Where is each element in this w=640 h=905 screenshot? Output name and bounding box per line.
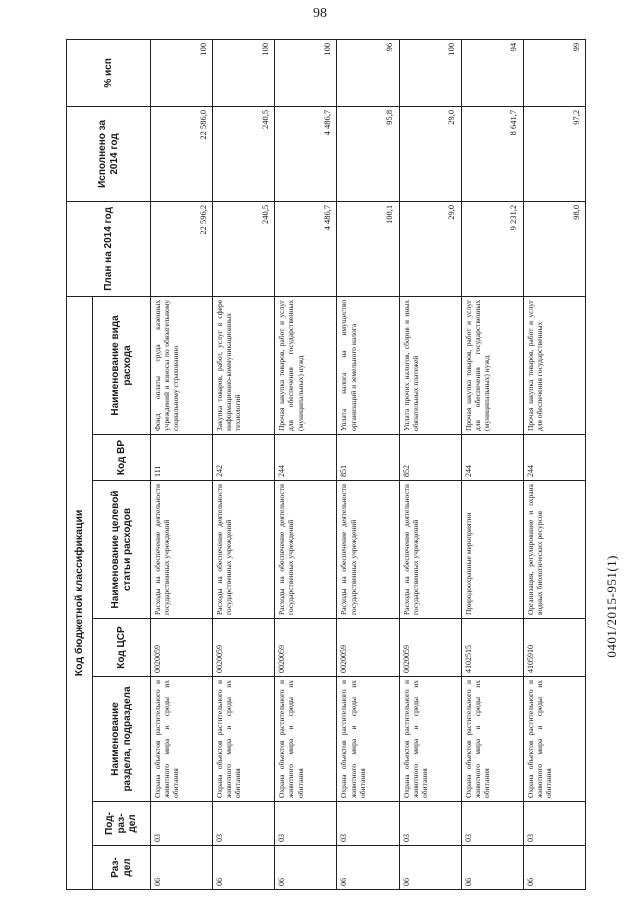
cell-plan: 240,5 [213, 201, 275, 296]
budget-table [66, 39, 586, 890]
page-number: 98 [313, 6, 327, 21]
cell-vr: 852 [399, 435, 461, 481]
cell-expense-name: Прочая закупка товаров, работ и услуг для обеспечения государственных (муниципальных) нужд [461, 296, 523, 434]
cell-target-name: Природоохранные мероприятия [461, 481, 523, 619]
header-vr: Код ВР [93, 435, 151, 481]
header-done: Исполнено за 2014 год [67, 106, 151, 201]
cell-plan: 9 231,2 [461, 201, 523, 296]
cell-podrazdel: 03 [151, 802, 213, 846]
cell-plan: 22 596,2 [151, 201, 213, 296]
cell-plan: 98,0 [523, 201, 585, 296]
header-razdel: Раз-дел [93, 846, 151, 890]
cell-razdel: 06 [399, 846, 461, 890]
cell-section-name: Охрана объектов растительного и животного мира и среды их обитания [399, 677, 461, 802]
cell-razdel: 06 [213, 846, 275, 890]
table-row [213, 39, 275, 889]
cell-section-name: Охрана объектов растительного и животного мира и среды их обитания [151, 677, 213, 802]
header-section-name: Наименование раздела, подраздела [93, 677, 151, 802]
cell-target-name: Расходы на обеспечение деятельности государственных учреждений [213, 481, 275, 619]
table-row [337, 39, 399, 889]
cell-csr: 0020059 [151, 619, 213, 677]
cell-csr: 4102515 [461, 619, 523, 677]
cell-done: 29,0 [399, 106, 461, 201]
table-row [275, 39, 337, 889]
rotated-table-container [66, 40, 586, 890]
header-podrazdel: Под-раз-дел [93, 802, 151, 846]
table-body [151, 39, 586, 889]
cell-razdel: 06 [151, 846, 213, 890]
table-row [151, 39, 213, 889]
cell-razdel: 06 [523, 846, 585, 890]
cell-done: 4 486,7 [275, 106, 337, 201]
cell-target-name: Организация, регулирование и охрана водных биологических ресурсов [523, 481, 585, 619]
table-row [399, 39, 461, 889]
cell-razdel: 06 [275, 846, 337, 890]
cell-podrazdel: 03 [337, 802, 399, 846]
cell-plan: 100,1 [337, 201, 399, 296]
cell-csr: 4105910 [523, 619, 585, 677]
cell-csr: 0020059 [399, 619, 461, 677]
rotated-table-inner [66, 40, 586, 890]
cell-section-name: Охрана объектов растительного и животного мира и среды их обитания [461, 677, 523, 802]
table-row [523, 39, 585, 889]
cell-target-name: Расходы на обеспечение деятельности государственных учреждений [275, 481, 337, 619]
cell-done: 95,8 [337, 106, 399, 201]
cell-pct: 100 [399, 39, 461, 106]
cell-expense-name: Уплата прочих налогов, сборов и иных обязательных платежей [399, 296, 461, 434]
cell-pct: 100 [151, 39, 213, 106]
cell-pct: 100 [213, 39, 275, 106]
cell-plan: 29,0 [399, 201, 461, 296]
cell-vr: 851 [337, 435, 399, 481]
cell-pct: 99 [523, 39, 585, 106]
cell-section-name: Охрана объектов растительного и животного мира и среды их обитания [337, 677, 399, 802]
cell-podrazdel: 03 [213, 802, 275, 846]
cell-podrazdel: 03 [399, 802, 461, 846]
cell-pct: 94 [461, 39, 523, 106]
cell-pct: 96 [337, 39, 399, 106]
cell-podrazdel: 03 [275, 802, 337, 846]
cell-podrazdel: 03 [523, 802, 585, 846]
header-group-title: Код бюджетной классификации [67, 296, 93, 889]
cell-done: 240,5 [213, 106, 275, 201]
cell-vr: 242 [213, 435, 275, 481]
cell-csr: 0020059 [337, 619, 399, 677]
cell-done: 97,2 [523, 106, 585, 201]
cell-expense-name: Уплата налога на имущество организаций и земельного налога [337, 296, 399, 434]
header-target-name: Наименование целевой статьи расходов [93, 481, 151, 619]
cell-csr: 0020059 [275, 619, 337, 677]
cell-csr: 0020059 [213, 619, 275, 677]
document-code: 0401/2015-951(1) [604, 555, 619, 658]
cell-razdel: 06 [461, 846, 523, 890]
cell-expense-name: Фонд оплаты труда казенных учреждений и взносы по обязательному социальному страхованию [151, 296, 213, 434]
cell-target-name: Расходы на обеспечение деятельности государственных учреждений [151, 481, 213, 619]
cell-podrazdel: 03 [461, 802, 523, 846]
header-pct: % исп [67, 39, 151, 106]
table-header [67, 39, 151, 889]
cell-expense-name: Прочая закупка товаров, работ и услуг для обеспечения государственных (муниципальных) нужд [275, 296, 337, 434]
cell-done: 8 641,7 [461, 106, 523, 201]
cell-done: 22 586,0 [151, 106, 213, 201]
cell-pct: 100 [275, 39, 337, 106]
cell-vr: 244 [275, 435, 337, 481]
cell-target-name: Расходы на обеспечение деятельности государственных учреждений [399, 481, 461, 619]
cell-razdel: 06 [337, 846, 399, 890]
header-expense-name: Наименование вида расхода [93, 296, 151, 434]
header-plan: План на 2014 год [67, 201, 151, 296]
header-csr: Код ЦСР [93, 619, 151, 677]
cell-expense-name: Закупка товаров, работ, услуг в сфере информационно-коммуникационных технологий [213, 296, 275, 434]
cell-section-name: Охрана объектов растительного и животного мира и среды их обитания [213, 677, 275, 802]
cell-plan: 4 486,7 [275, 201, 337, 296]
cell-section-name: Охрана объектов растительного и животного мира и среды их обитания [523, 677, 585, 802]
cell-vr: 111 [151, 435, 213, 481]
cell-section-name: Охрана объектов растительного и животного мира и среды их обитания [275, 677, 337, 802]
cell-expense-name: Прочая закупка товаров, работ и услуг для обеспечения государственных [523, 296, 585, 434]
cell-vr: 244 [461, 435, 523, 481]
table-row [461, 39, 523, 889]
cell-vr: 244 [523, 435, 585, 481]
cell-target-name: Расходы на обеспечение деятельности государственных учреждений [337, 481, 399, 619]
